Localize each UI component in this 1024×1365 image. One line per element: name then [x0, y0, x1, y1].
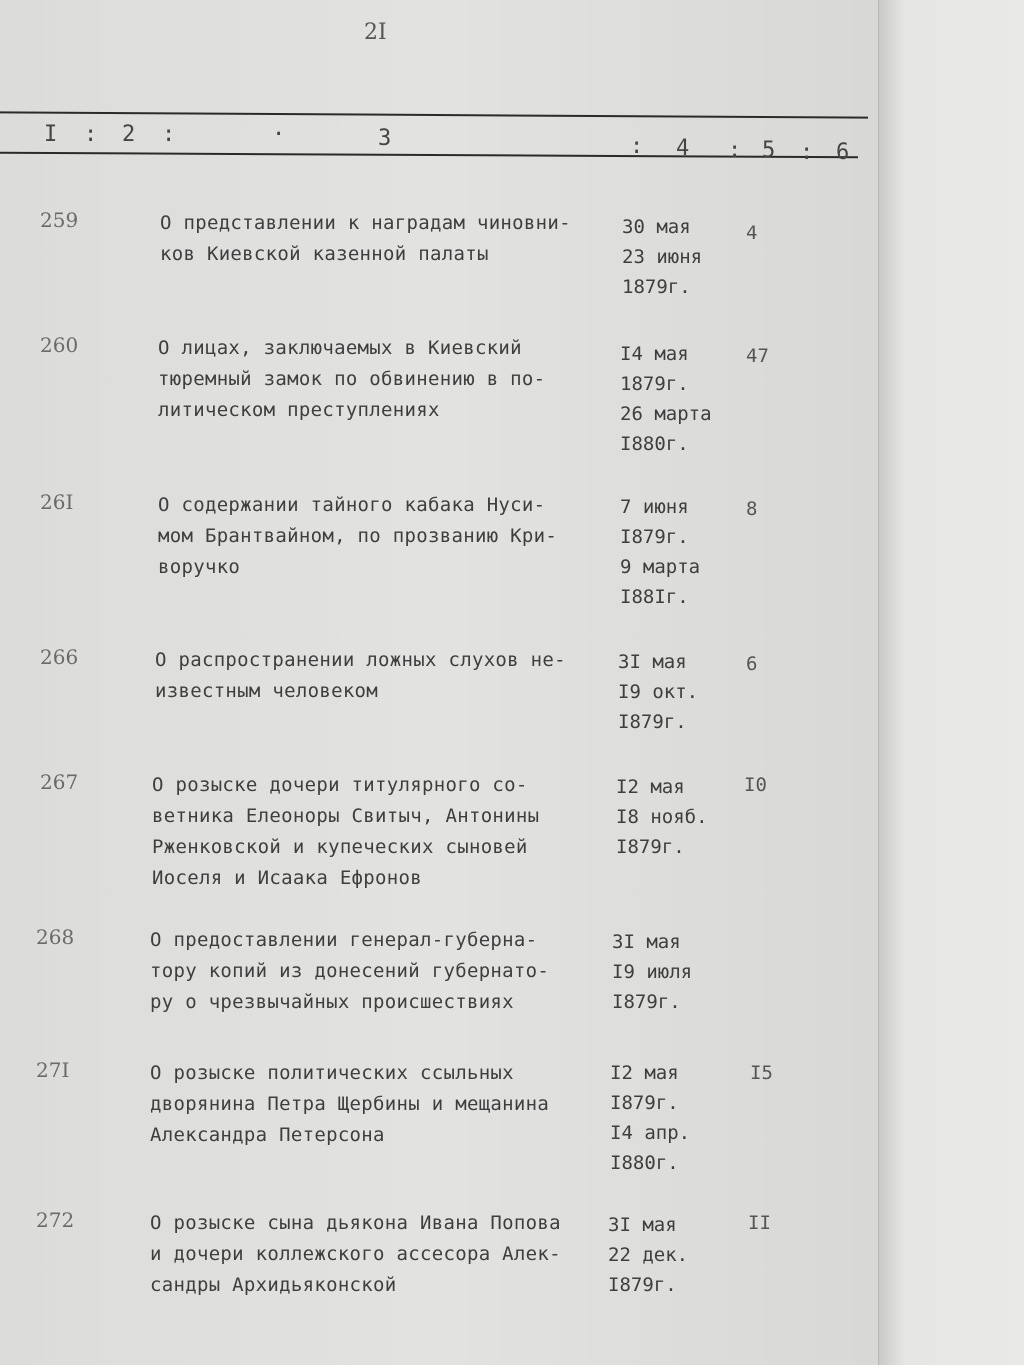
- header-top-rule: [0, 111, 868, 118]
- entry-sheet-count: 47: [746, 345, 769, 367]
- entry-description: О розыске дочери титулярного со- ветника Елеоноры Свитыч, Антонины Рженковской и купеческих сыновей Иоселя и Исаака Ефронов: [152, 774, 540, 889]
- entry-dates: 7 июня I879г. 9 марта I88Iг.: [620, 496, 701, 608]
- header-separator: :: [800, 140, 814, 165]
- entry-dates: 3I мая 22 дек. I879г.: [608, 1214, 689, 1296]
- entry-description: О лицах, заключаемых в Киевский тюремный замок по обвинению в по- литическом преступлениях: [158, 337, 546, 421]
- entry-sheet-count: 4: [746, 222, 758, 244]
- entry-number: 260: [40, 333, 79, 357]
- entry-number: 259: [40, 208, 79, 232]
- entry-description: О содержании тайного кабака Нуси- мом Брантвайном, по прозванию Кри- воручко: [158, 494, 558, 578]
- underlying-page-edge: [878, 0, 1024, 1365]
- entry-number: 26I: [40, 490, 74, 514]
- header-separator: :: [162, 122, 176, 147]
- header-separator: :: [630, 134, 644, 159]
- entry-dates: I2 мая I8 нояб. I879г.: [616, 776, 708, 858]
- entry-description: О розыске политических ссыльных дворянина Петра Щербины и мещанина Александра Петерсона: [150, 1062, 550, 1146]
- entry-description: О распространении ложных слухов не- известным человеком: [155, 649, 566, 702]
- entry-dates: I4 мая 1879г. 26 марта I880г.: [620, 343, 712, 455]
- entry-description: О представлении к наградам чиновни- ков Киевской казенной палаты: [160, 212, 571, 265]
- header-separator: :: [84, 122, 98, 147]
- entry-number: 266: [40, 645, 79, 669]
- header-col-3: 3: [378, 126, 392, 151]
- page-number: 2I: [364, 20, 387, 45]
- header-col-4: 4: [676, 136, 690, 161]
- entry-sheet-count: I5: [750, 1062, 773, 1084]
- entry-dates: 3I мая I9 июля I879г.: [612, 931, 693, 1013]
- entry-number: 27I: [36, 1058, 70, 1082]
- header-dot: ·: [272, 122, 286, 147]
- header-col-1: I: [44, 122, 58, 147]
- header-separator: :: [728, 138, 742, 163]
- header-col-6: 6: [836, 140, 850, 165]
- entry-dates: I2 мая I879г. I4 апр. I880г.: [610, 1062, 691, 1174]
- entry-dates: 30 мая 23 июня 1879г.: [622, 216, 703, 298]
- entry-number: 268: [36, 925, 75, 949]
- entry-sheet-count: II: [748, 1212, 771, 1234]
- entry-number: 267: [40, 770, 79, 794]
- header-col-5: 5: [762, 138, 776, 163]
- entry-dates: 3I мая I9 окт. I879г.: [618, 651, 699, 733]
- entry-sheet-count: 6: [746, 653, 758, 675]
- entry-description: О розыске сына дьякона Ивана Попова и дочери коллежского ассесора Алек- сандры Архидьяконской: [150, 1212, 561, 1296]
- entry-sheet-count: 8: [746, 498, 758, 520]
- entry-description: О предоставлении генерал-губерна- тору копий из донесений губернато- ру о чрезвычайных происшествиях: [150, 929, 550, 1013]
- entry-number: 272: [36, 1208, 75, 1232]
- entry-sheet-count: I0: [744, 774, 767, 796]
- header-col-2: 2: [122, 122, 136, 147]
